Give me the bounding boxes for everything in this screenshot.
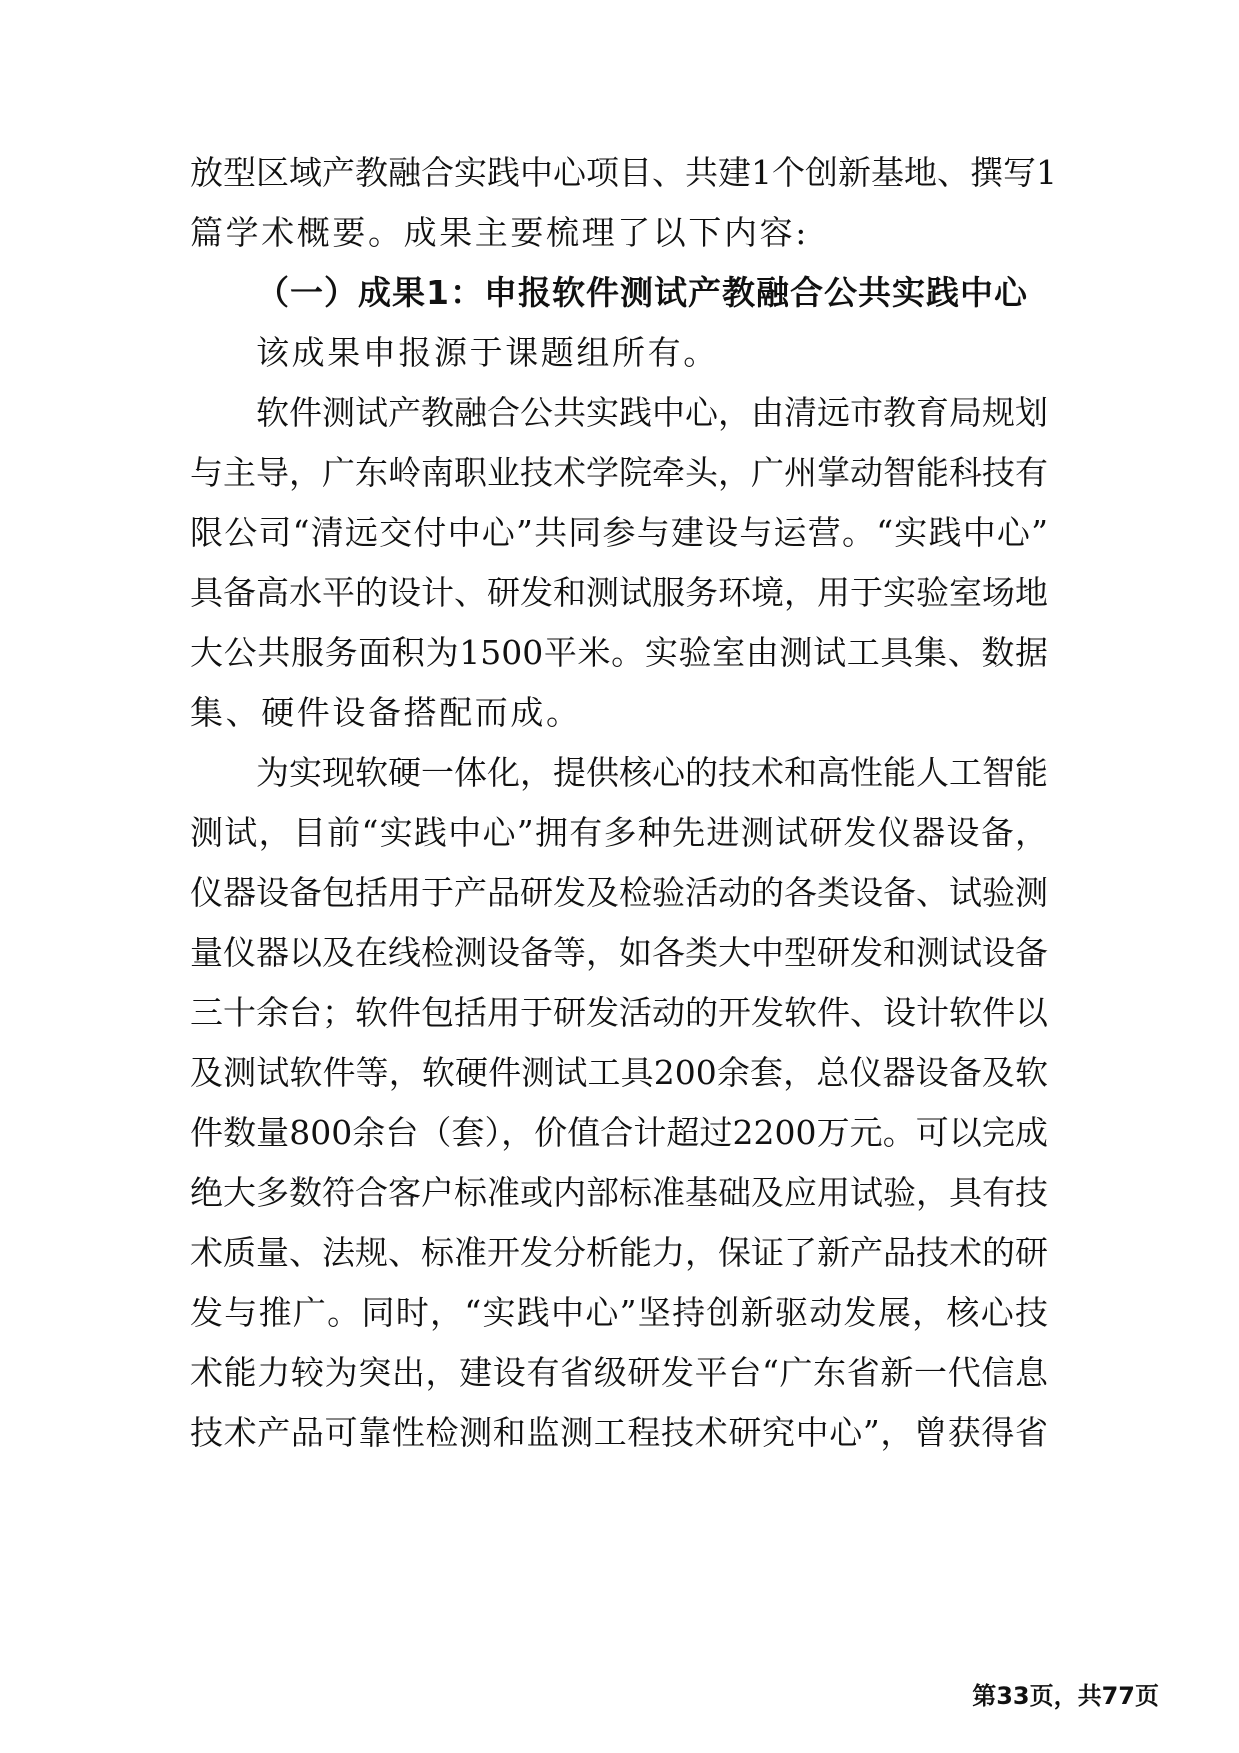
paragraph-line: 三十余台；软件包括用于研发活动的开发软件、设计软件以 bbox=[190, 993, 1048, 1032]
text-line: 放型区域产教融合实践中心项目、共建1个创新基地、撰写1 bbox=[190, 153, 1057, 192]
paragraph-line: 及测试软件等，软硬件测试工具200余套，总仪器设备及软 bbox=[190, 1053, 1048, 1092]
paragraph-line: 限公司“清远交付中心”共同参与建设与运营。“实践中心” bbox=[190, 513, 1048, 552]
paragraph-line: 仪器设备包括用于产品研发及检验活动的各类设备、试验测 bbox=[190, 873, 1048, 912]
paragraph-line: 件数量800余台（套），价值合计超过2200万元。可以完成 bbox=[190, 1113, 1048, 1152]
paragraph-line: 绝大多数符合客户标准或内部标准基础及应用试验，具有技 bbox=[190, 1173, 1048, 1212]
paragraph-line: 与主导，广东岭南职业技术学院牵头，广州掌动智能科技有 bbox=[190, 453, 1048, 492]
text-line: 篇学术概要。成果主要梳理了以下内容: bbox=[190, 213, 809, 252]
paragraph-line: 软件测试产教融合公共实践中心，由清远市教育局规划 bbox=[256, 393, 1048, 432]
paragraph-line: 为实现软硬一体化，提供核心的技术和高性能人工智能 bbox=[256, 753, 1048, 792]
paragraph-line: 具备高水平的设计、研发和测试服务环境，用于实验室场地 bbox=[190, 573, 1048, 612]
paragraph-line: 集、硬件设备搭配而成。 bbox=[190, 693, 582, 732]
paragraph-line: 术能力较为突出，建设有省级研发平台“广东省新一代信息 bbox=[190, 1353, 1048, 1392]
page-number: 第33页，共77页 bbox=[972, 1682, 1159, 1710]
paragraph-line: 该成果申报源于课题组所有。 bbox=[256, 333, 719, 372]
paragraph-line: 测试，目前“实践中心”拥有多种先进测试研发仪器设备， bbox=[190, 813, 1048, 852]
paragraph-line: 量仪器以及在线检测设备等，如各类大中型研发和测试设备 bbox=[190, 933, 1048, 972]
paragraph-line: 发与推广。同时，“实践中心”坚持创新驱动发展，核心技 bbox=[190, 1293, 1048, 1332]
paragraph-line: 术质量、法规、标准开发分析能力，保证了新产品技术的研 bbox=[190, 1233, 1048, 1272]
section-heading: （一）成果1：申报软件测试产教融合公共实践中心 bbox=[256, 273, 1028, 312]
paragraph-line: 大公共服务面积为1500平米。实验室由测试工具集、数据 bbox=[190, 633, 1048, 672]
paragraph-line: 技术产品可靠性检测和监测工程技术研究中心”，曾获得省 bbox=[190, 1413, 1048, 1452]
